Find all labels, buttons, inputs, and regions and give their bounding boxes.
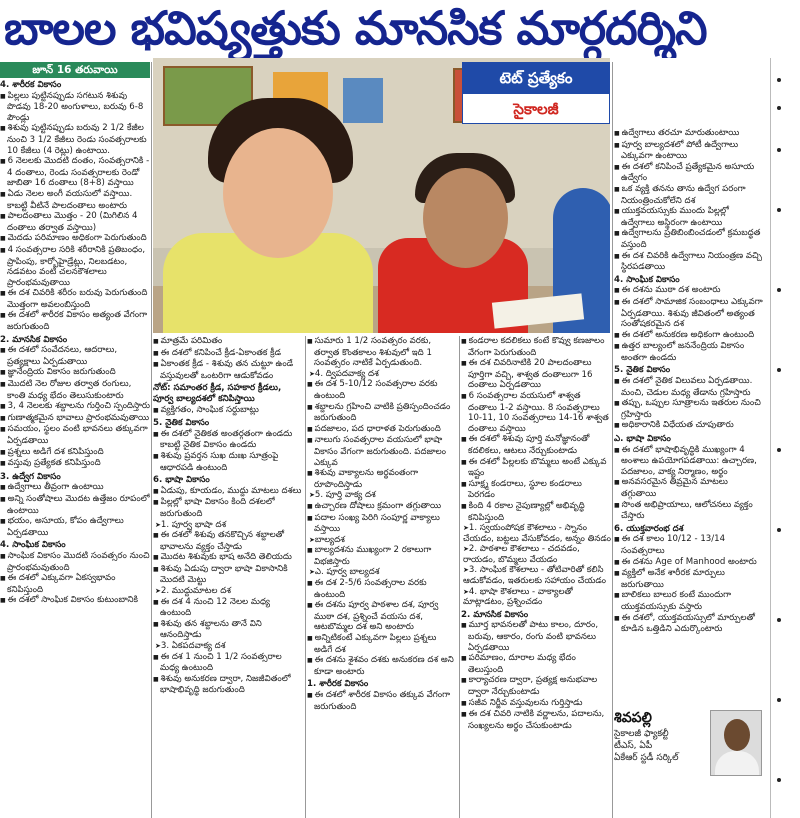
bullet-point: ■ ఈ దశలో, యుక్తవయస్సులో మార్పులతో కూడిన ఒత్తిడిని ఎదుర్కొంటారు (614, 613, 764, 635)
bullet-point: ■ ఈ దశలో ఎక్కువగా ఏకస్వభావం కనిపిస్తుంది (0, 573, 150, 595)
section-heading: 4. సాంఘిక వికాసం (614, 274, 680, 285)
date-banner: జూన్ 16 తరువాయి (0, 62, 150, 78)
bullet-point: ■ ఈ దశ చివరినాటికి 20 పాలదంతాలు పూర్తిగా వచ్చి, శాశ్వత దంతాలుగా 16 దంతాలు ఏర్పడతాయి (461, 358, 611, 391)
bullet-point: ■ తప్పు, ఒప్పుల సూత్రాలను ఇతరుల నుంచి గ్రహిస్తారు (614, 398, 764, 420)
bullet-point: ■ ఈ దశలో సంవేదనలు, ఆదరాలు, ప్రత్యక్షాలు ఏర్పడుతాయి (0, 345, 150, 367)
bullet-point: ■ ఈ దశలో కనిపించే ప్రత్యేకమైన అసూయ ఉద్వేగం (614, 162, 764, 184)
bullet-point: ■ గుణాత్మకమైన భావాలు ప్రారంభమవుతాయి (0, 413, 150, 425)
bullet-point: ■ ఈ దశను ముఠా దశ అంటారు (614, 285, 764, 297)
bullet-point: ■ ఈ దశ 2-5/6 సంవత్సరాల వరకు ఉంటుంది (307, 578, 457, 600)
bullet-point: ■ ఈ దశ కాలం 10/12 - 13/14 సంవత్సరాలు (614, 534, 764, 556)
sub-point: ➤ 3. సాంఘిక కౌశలాలు - తోటివారితో కలిసి ఆడుకోవడం, ఇతరులకు సహాయం చేయడం (461, 565, 611, 586)
bullet-point: ■ ఈ దశలో పిల్లలకు బొమ్మలు అంటే ఎక్కువ ఇష్టం (461, 457, 611, 479)
author-role: సైకాలజీ ఫ్యాకల్టీ (614, 729, 669, 739)
author-name: శివపల్లి (614, 710, 652, 726)
column-3 (307, 336, 457, 816)
column-5 (614, 128, 764, 703)
bullet-point: ■ సుమారు 1 1/2 సంవత్సరం వరకు, తర్వాత కొంతకాలం శిశువులో ఇది 1 సంవత్సరం నాటికే ఏర్పడుతుంది. (307, 336, 457, 369)
bullet-point: ■ ఈ దశలో శిశువు పూర్తి మనోజ్ఞానంతో కదలికలు, ఆటలు నేర్చుకుంటాడు (461, 434, 611, 456)
bullet-point: ■ పూర్వ బాల్యదశలో పోటీ ఉద్వేగాలు ఎక్కువగా ఉంటాయి (614, 140, 764, 162)
bullet-point: ■ పిల్లల్లో భాషా వికాసం కింది దశలలో జరుగుతుంది (153, 497, 303, 519)
bullet-point: ■ ఈ దశలో నైతికత అంతర్గతంగా ఉండదు కాబట్టి నైతిక వికాసం ఉండదు (153, 429, 303, 451)
bullet-point: ■ ఉచ్చారణ దోషాలు క్రమంగా తగ్గుతాయి (307, 501, 457, 513)
bullet-point: ■ అన్ని సంతోషాలు మొదట ఉత్తేజం రూపంలో ఉంటాయి (0, 494, 150, 516)
bullet-point: ■ ఏడు నెలల అంగీ వయసులో వస్తాయి. కాబట్టి వీటినే పాలదంతాలు అంటారు (0, 189, 150, 211)
bullet-point: ■ ఈ దశ 4 నుంచి 12 నెలల మధ్య ఉంటుంది (153, 597, 303, 619)
bullet-point: ■ ఉద్వేగాలను ప్రతిబింబించడంలో క్రమబద్ధత వస్తుంది (614, 228, 764, 250)
bullet-point: ■ ఈ దశను Age of Manhood అంటారు (614, 557, 764, 569)
column-1-body (0, 80, 150, 607)
bullet-point: ■ ఒక వ్యక్తి తనను తాను ఉద్వేగ పరంగా నియంత్రించుకోలేని దశ (614, 184, 764, 206)
bullet-point: ■ అనవసరమైన తీవ్రమైన మాటలు తగ్గుతాయి (614, 477, 764, 499)
author-photo (710, 710, 762, 776)
section-heading: నోట్: సమాంతర క్రీడ, సహకార క్రీడలు, పూర్వ బాల్యదశలో కనిపిస్తాయి (153, 383, 282, 404)
bullet-point: ■ శబ్దాలను గ్రహించి వాటికి ప్రతిస్పందించడం జరుగుతుంది (307, 402, 457, 424)
sub-point: ➤ 2. పాఠశాల కౌశలాలు - చదవడం, రాయడం, బొమ్మలు వేయడం (461, 544, 611, 565)
bullet-point: ■ జ్ఞానేంద్రియ వికాసం జరుగుతుంది (0, 367, 150, 379)
bullet-point: ■ మొదటి నెల రోజుల తర్వాత రంగులు, కాంతి మధ్య భేదం తెలుసుకుంటారు (0, 379, 150, 401)
author-region: టీఎస్, ఏపీ (614, 741, 653, 751)
bullet-point: ■ సజీవ నిర్జీవ వస్తువులను గుర్తిస్తాడు (461, 698, 611, 710)
adjacent-column-edge (770, 58, 800, 818)
bullet-point: ■ ఉత్తర బాల్యంలో జననేంద్రియ వికాసం అంతగా ఉండదు (614, 341, 764, 363)
section-heading: 5. నైతిక వికాసం (614, 365, 671, 376)
bullet-point: ■ సాంఘిక వికాసం మొదటి సంవత్సరం నుంచి ప్రారంభమవుతుంది (0, 551, 150, 573)
bullet-point: ■ కింది 4 రకాల నైపుణ్యాల్లో అభివృద్ధి కనిపిస్తుంది (461, 501, 611, 523)
bullet-point: ■ ఈ దశలో శారీరక వికాసం అత్యంత వేగంగా జరుగుతుంది (0, 310, 150, 332)
bullet-point: ■ పదాల సంఖ్య పెరిగి సంపూర్ణ వాక్యాలు వస్తాయి (307, 513, 457, 535)
section-heading: 2. మానసిక వికాసం (0, 334, 68, 345)
bullet-point: ■ ఈ దశ చివరికి ఉద్వేగాలు నియంత్రణ వచ్చి స్థిరపడతాయి (614, 251, 764, 273)
bullet-point: ■ బాల్యదశను ముఖ్యంగా 2 రకాలుగా విభజిస్తారు (307, 545, 457, 567)
bullet-point: ■ సమయం, స్థలం వంటి భావనలు తక్కువగా ఏర్పడతాయి (0, 424, 150, 446)
bullet-point: ■ పరిమాణం, దూరాల మధ్య భేదం తెలుస్తుంది (461, 653, 611, 675)
bullet-point: ■ ఈ దశ చివరి నాటికి వర్ణాలను, పదాలను, సంఖ్యలను అర్థం చేసుకుంటాడు (461, 709, 611, 731)
sub-point: ➤ బాల్యదశ (307, 535, 457, 546)
bullet-point: ■ ఈ దశను పూర్వ పాఠశాల దశ, పూర్వ ముఠా దశ, ప్రశ్నించే వయసు దశ, ఆటబొమ్మల దశ అని అంటారు (307, 600, 457, 633)
section-heading: 3. ఉద్వేగ వికాసం (0, 471, 61, 482)
bullet-point: ■ ఈ దశలో సాంఘిక వికాసం కుటుంబానికి (0, 595, 150, 607)
bullet-point: ■ పదజాలం, పద ధారాళత పెరుగుతుంది (307, 424, 457, 436)
bullet-point: ■ ఉద్వేగాలు తీవ్రంగా ఉంటాయి (0, 482, 150, 494)
bullet-point: ■ భయం, అసూయ, కోపం ఉద్వేగాలు ఏర్పడతాయి (0, 516, 150, 538)
bullet-point: ■ కార్యాచరణ ద్వారా, ప్రత్యక్ష అనుభవాల ద్వారా నేర్చుకుంటాడు (461, 675, 611, 697)
tet-title: టెట్ ప్రత్యేకం (462, 62, 610, 94)
section-heading: 4. సాంఘిక వికాసం (0, 540, 66, 551)
section-heading: 6. భాషా వికాసం (153, 475, 210, 486)
bullet-point: ■ శిశువు తన శబ్దాలను తానే విని ఆనందిస్తాడు (153, 619, 303, 641)
bullet-point: ■ నాలుగు సంవత్సరాల వయసులో భాషా వికాసం వేగంగా జరుగుతుంది. పదజాలం ఎక్కువ (307, 435, 457, 468)
tet-subtitle: సైకాలజీ (462, 94, 610, 124)
bullet-point: ■ ఈ దశలో అనుకరణ అధికంగా ఉంటుంది (614, 330, 764, 342)
bullet-point: ■ 6 సంవత్సరాల వయసులో శాశ్వత దంతాలు 1-2 వస్తాయి. 8 సంవత్సరాలు 10-11, 10 సంవత్సరాలు 14-16 శాశ్వత దంతాలు వస్తాయి (461, 391, 611, 434)
headline: బాలల భవిష్యత్తుకు మానసిక మార్గదర్శిని (4, 1, 707, 55)
bullet-point: ■ పాలదంతాలు మొత్తం - 20 (మిగిలిన 4 దంతాలు తర్వాత వస్తాయి) (0, 211, 150, 233)
bullet-point: ■ అన్నిటికంటే ఎక్కువగా పిల్లలు ప్రశ్నలు అడిగే దశ (307, 633, 457, 655)
section-heading: 4. శారీరక వికాసం (0, 80, 62, 90)
bullet-point: ■ 6 నెలలకు మొదటి దంతం, సంవత్సరానికి - 4 దంతాలు, రెండు సంవత్సరాలకు రెండో జాబితా 16 దంతాలు (8+8) వస్తాయి (0, 156, 150, 189)
bullet-point: ■ ఈ దశలో సామాజిక సంబంధాలు ఎక్కువగా ఏర్పడతాయి. శిశువు జీవితంలో అత్యంత సంతోషకరమైన దశ (614, 297, 764, 330)
section-heading: 2. మానసిక వికాసం (461, 609, 529, 620)
column-2 (153, 336, 303, 816)
bullet-point: ■ వస్తువు ప్రత్యేకత కనిపిస్తుంది (0, 458, 150, 470)
bullet-point: ■ ఈ దశ 5-10/12 సంవత్సరాల వరకు ఉంటుంది (307, 379, 457, 401)
bullet-point: ■ యుక్తవయస్సుకు ముందు పిల్లల్లో ఉద్వేగాలు అస్థిరంగా ఉంటాయి (614, 206, 764, 228)
bullet-point: ■ ఏడుపు, కూయడం, ముద్దు మాటలు దశలు (153, 486, 303, 498)
bullet-point: ■ ఉద్వేగాలు తరచూ మారుతుంటాయి (614, 128, 764, 140)
bullet-point: ■ ఈ దశలో శారీరక వికాసం తక్కువ వేగంగా జరుగుతుంది (307, 690, 457, 712)
bullet-point: ■ శిశువు వాక్యాలను అర్థవంతంగా రూపొందిస్తాడు (307, 468, 457, 490)
bullet-point: ■ మూర్త భావనలతో పాటు కాలం, దూరం, బరువు, ఆకారం, రంగు వంటి భావనలు ఏర్పడతాయి (461, 620, 611, 653)
bullet-point: ■ ఈ దశ 1 నుంచి 1 1/2 సంవత్సరాల మధ్య ఉంటుంది (153, 652, 303, 674)
bullet-point: ■ సొంత అభిప్రాయాలు, ఆలోచనలు వ్యక్తం చేస్తారు (614, 500, 764, 522)
sub-point: ➤ 1. పూర్వ భాషా దశ (153, 520, 303, 531)
section-heading: ఎ. భాషా వికాసం (614, 434, 671, 445)
sub-point: ➤ 1. స్వయంపోషక కౌశలాలు - స్నానం చేయడం, బట్టలు వేసుకోవడం, అన్నం తినడం (461, 523, 611, 544)
bullet-point: ■ ఈ దశలో శిశువు తనకొచ్చిన శబ్దాలతో భావాలను వ్యక్తం చేస్తాడు (153, 530, 303, 552)
bullet-point: ■ మాత్రమే పరిమితం (153, 336, 303, 348)
bullet-point: ■ బాలికలు బాలుర కంటే ముందుగా యుక్తవయస్సుకు వస్తారు (614, 590, 764, 612)
bullet-point: ■ సూక్ష్మ కండరాలు, స్థూల కండరాలు పెరగడం (461, 479, 611, 501)
bullet-point: ■ వ్యక్తిలో అనేక శారీరక మార్పులు జరుగుతాయి (614, 568, 764, 590)
author-box (614, 706, 764, 814)
bullet-point: ■ ఈ దశలో భాషాభివృద్ధికి ముఖ్యంగా 4 అంశాలు ఉపయోగపడతాయి: ఉచ్చారణ, పదజాలం, వాక్య నిర్మాణం, అర్థం (614, 445, 764, 478)
section-heading: 5. నైతిక వికాసం (153, 418, 210, 429)
section-heading: 1. శారీరక వికాసం (307, 679, 369, 690)
bullet-point: ■ 4 సంవత్సరాల సరికి శరీరానికి ప్రతిబంధం, ప్రాపింపు, కార్బోహైడ్రేట్లు, నిలబడటం, నడవటం వంటి చలనకౌశలాలు ప్రారంభమవుతాయి (0, 245, 150, 288)
column-1 (0, 62, 150, 818)
tet-special-box (462, 62, 610, 132)
bullet-point: ■ శిశువు ఏడుపు ద్వారా భాషా వికాసానికి మొదటి మెట్టు (153, 564, 303, 586)
bullet-point: ■ శిశువు పుట్టినప్పుడు బరువు 2 1/2 కేజీల నుంచి 3 1/2 కేజీలు రెండు సంవత్సరాలకు 10 కేజీలు (4 రెట్లు) ఉంటాయి. (0, 123, 150, 156)
bullet-point: ■ 3, 4 నెలలకు శబ్దాలను గుర్తించి స్పందిస్తారు (0, 401, 150, 413)
bullet-point: ■ ప్రశ్నలు అడిగే దశ కనిపిస్తుంది (0, 447, 150, 459)
sub-point: ➤ 3. ఏకపదవాక్య దశ (153, 641, 303, 652)
bullet-point: ■ మెదడు పరిమాణం అధికంగా పెరుగుతుంది (0, 233, 150, 245)
sub-point: ➤ ఎ. పూర్వ బాల్యదశ (307, 567, 457, 578)
section-heading: 6. యుక్తవారంభ దశ (614, 523, 684, 534)
sub-point: ➤ 2. ముద్దుమాటల దశ (153, 586, 303, 597)
bullet-point: ■ శిశువు ప్రవర్తన సుఖ దుఃఖ సూత్రంపై ఆధారపడి ఉంటుంది (153, 451, 303, 473)
column-4 (461, 336, 611, 816)
bullet-point: ■ పిల్లలు పుట్టినప్పుడు సగటున శిశువు పొడవు 18-20 అంగుళాలు, బరువు 6-8 పౌండ్లు (0, 91, 150, 124)
sub-point: ➤ 4. భాషా కౌశలాలు - వాక్యాలతో మాట్లాడటం, ప్రశ్నించడం (461, 587, 611, 608)
bullet-point: ■ మొదట శిశువుకు భాష అనేది తెలియదు (153, 552, 303, 564)
bullet-point: ■ అధికారానికి విధేయత చూపుతారు (614, 420, 764, 432)
bullet-point: ■ ఈ దశ చివరికి శరీరం బరువు పెరుగుతుంది మొత్తంగా అవలంబిస్తుంది (0, 288, 150, 310)
bullet-point: ■ కండరాల కదలికలు కంటే కొవ్వు కణజాలం వేగంగా పెరుగుతుంది (461, 336, 611, 358)
bullet-point: ■ ఈ దశలో కనిపించే క్రీడ-ఏకాంతక క్రీడ (153, 348, 303, 360)
bullet-point: ■ వ్యక్తిగతం, సాంఘిక సర్దుబాట్లు (153, 405, 303, 417)
sub-point: ➤ 5. పూర్తి వాక్య దశ (307, 490, 457, 501)
sub-point: ➤ 4. ద్విపదవాక్య దశ (307, 369, 457, 380)
author-institute: ఏకేఆర్ స్టడీ సర్కిల్ (614, 753, 679, 763)
bullet-point: ■ ఈ దశలో నైతిక విలువలు ఏర్పడతాయి. మంచి, చెడుల మధ్య తేడాను గ్రహిస్తారు (614, 376, 764, 398)
bullet-point: ■ ఈ దశను శైశవం దశకు అనుకరణ దశ అని కూడా అంటారు (307, 655, 457, 677)
bullet-point: ■ శిశువు అనుకరణ ద్వారా, నిజజీవితంలో భాషాభివృద్ధి జరుగుతుంది (153, 674, 303, 696)
bullet-point: ■ ఏకాంతక క్రీడ - శిశువు తన చుట్టూ ఉండే వస్తువులతో ఒంటరిగా ఆడుకోవడం (153, 359, 303, 381)
